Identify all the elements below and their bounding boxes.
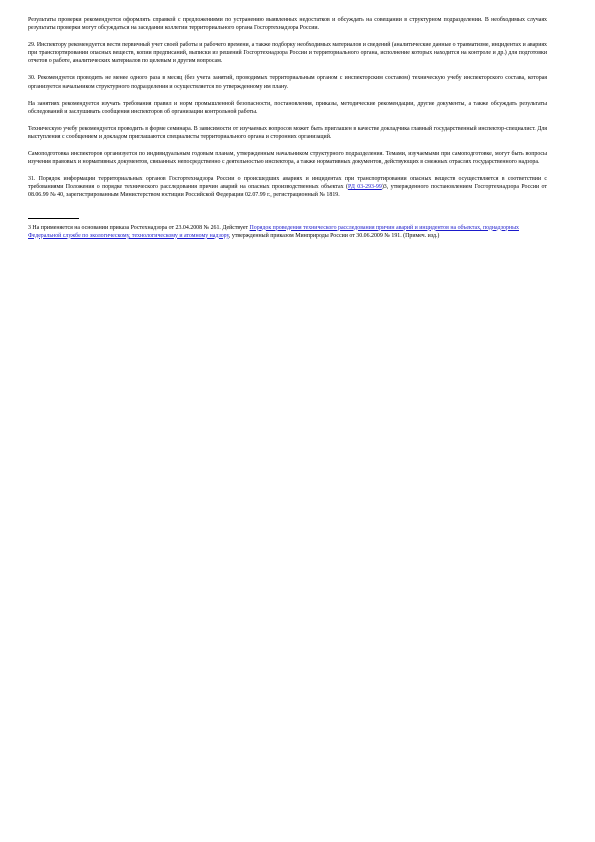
paragraph-31-text-before: 31. Порядок информации территориальных органов Госгортехнадзора России о происшедших авариях и инцидентах при транспортировании опасных веществ осуществляется в соответствии с требованиями Положения о порядке технического расследования причин аварий на опасных производственных объектах ( — [28, 176, 547, 191]
paragraph-inspection-results: Результаты проверки рекомендуется оформлять справкой с предложениями по устранению выявленных недостатков и обсуждать на совещании в структурном подразделении. В необходимых случаях результаты проверки могут обсуждаться на заседании коллегии территориального органа Госгортехнадзора России. — [28, 17, 547, 32]
paragraph-seminar: Техническую учебу рекомендуется проводить в форме семинара. В зависимости от изучаемых вопросов может быть приглашен в качестве докладчика главный государственный инспектор-специалист. Для выступления с сообщением и докладом приглашаются специалисты территориального органа и сторонних организаций. — [28, 125, 547, 140]
footnote-separator — [28, 218, 79, 219]
rd-03-293-99-link[interactable]: РД 03-293-99 — [348, 184, 382, 191]
footnote-text-after: , утвержденный приказом Минприроды России от 30.06.2009 № 191. (Примеч. изд.) — [228, 232, 440, 239]
paragraph-31 — [28, 175, 547, 199]
paragraph-training-topics: На занятиях рекомендуется изучать требования правил и норм промышленной безопасности, постановления, приказы, методические рекомендации, другие документы, а также обсуждать результаты обследований и заслушивать сообщения инспекторов об организации контрольной работы. — [28, 100, 547, 115]
investigation-procedure-link[interactable]: Порядок проведения технического расследования причин аварий и инцидентов на объектах, поднадзорных Федеральной службе по экологическому, технологическому и атомному надзору — [28, 224, 519, 239]
paragraph-29: 29. Инспектору рекомендуется вести первичный учет своей работы и рабочего времени, а также подборку необходимых материалов и сведений (аналитические данные о травматизме, инцидентах и авариях при транспортировании опасных веществ, копии предписаний, выписки из решений Госгортехнадзора России и территориального органа, исполнение которых находится на контроле и др.) для подготовки отчетов о работе, аналитических материалов по целевым и другим вопросам. — [28, 42, 547, 65]
paragraph-31-text-after: )3, утвержденного постановлением Госгортехнадзора России от 08.06.99 № 40, зарегистрированным Министерством юстиции Российской Федерации 02.07.99 г., регистрационный № 1819. — [28, 184, 547, 199]
footnote-text-before: 3 На применяется на основании приказа Ростехнадзора от 23.04.2008 № 261. Действует — [28, 224, 250, 231]
paragraph-self-study: Самоподготовка инспекторов организуется по индивидуальным годовым планам, утвержденным начальником структурного подразделения. Темами, изучаемыми при самоподготовке, могут быть вопросы изучения правовых и нормативных документов, связанных непосредственно с деятельностью инспектора, а также нормативных документов, действующих в смежных отраслях государственного надзора. — [28, 151, 547, 166]
footnote-3 — [28, 224, 547, 240]
paragraph-30: 30. Рекомендуется проводить не менее одного раза в месяц (без учета занятий, проводимых территориальным органом с инспекторским составом) техническую учебу инспекторского состава, которая организуется начальником структурного подразделения и осуществляется по утвержденному им плану. — [28, 75, 547, 90]
